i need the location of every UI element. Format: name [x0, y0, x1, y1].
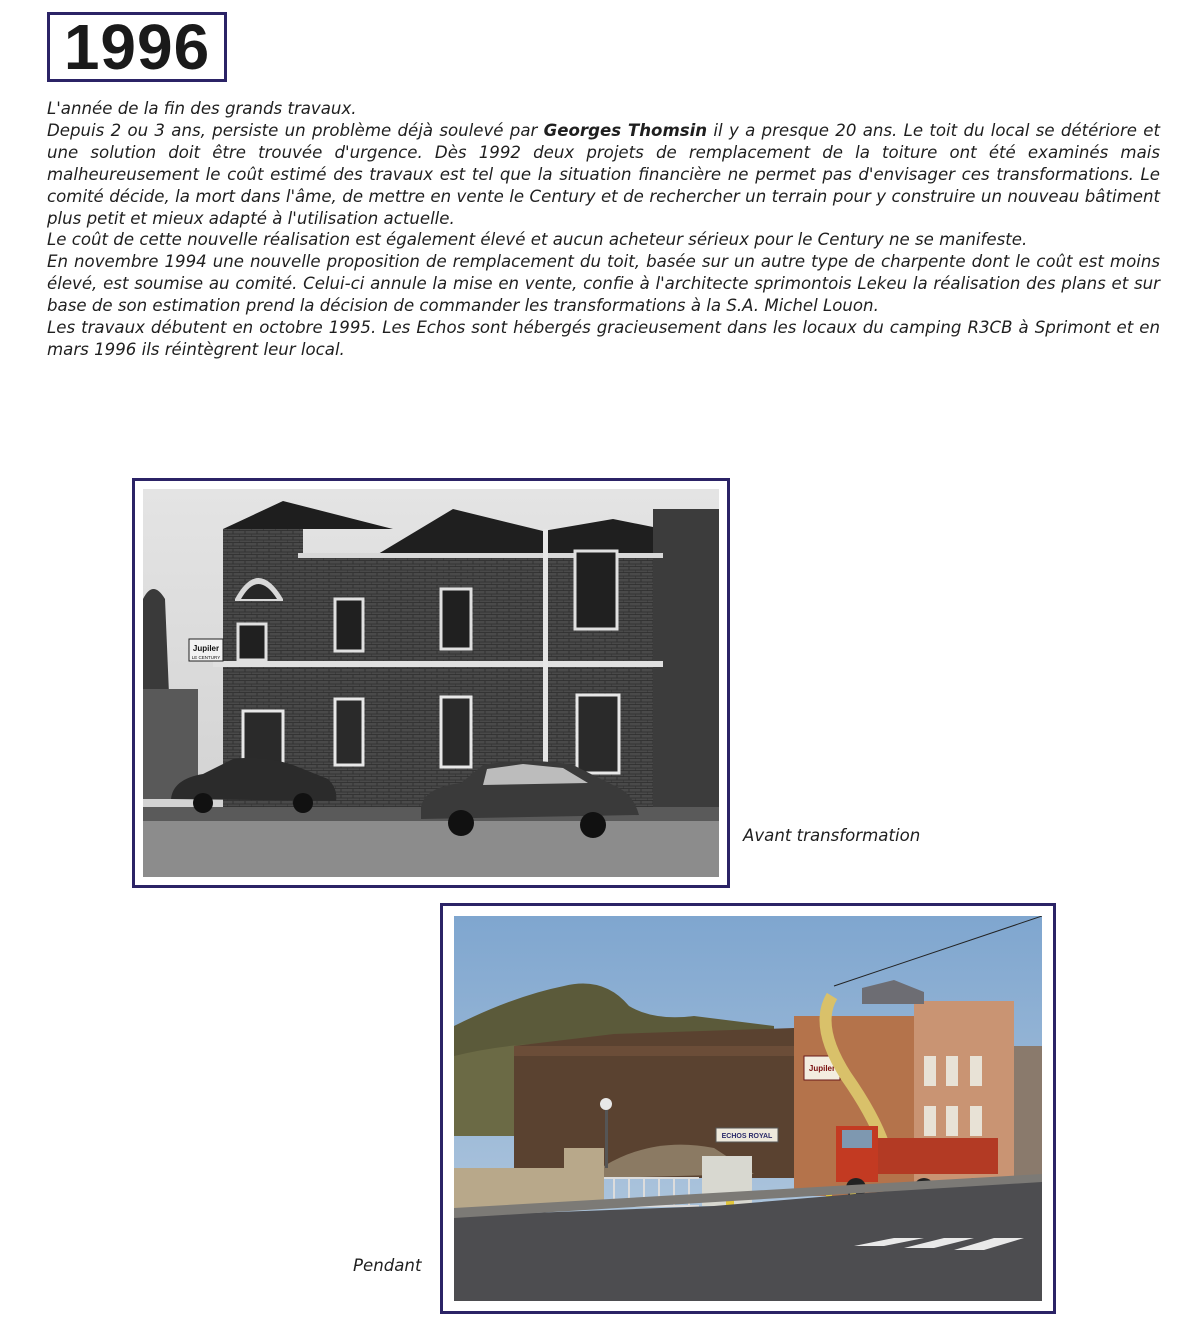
paragraph-text: il y a presque 20 ans. Le toit du local se détériore et une solution doit être trouvée d'urgence. Dès 1992 deux projets de remplacement de la toiture ont été examinés mais malheureusement le coût estimé des travaux est tel que la situation financière ne permet pas d'envisager ces transformations. Le comité décide, la mort dans l'âme, de mettre en vente le Century et de rechercher un terrain pour y construire un nouveau bâtiment plus petit et mieux adapté à l'utilisation actuelle.: [47, 120, 1161, 228]
paragraph-roof-problem: [47, 120, 1160, 230]
photo-before-transformation: [143, 489, 719, 877]
person-name: Georges Thomsin: [543, 120, 708, 140]
photo-during-frame: [440, 903, 1056, 1314]
sign-jupiler: Jupiler: [808, 1064, 836, 1073]
paragraph-works: Les travaux débutent en octobre 1995. Les Echos sont hébergés gracieusement dans les locaux du camping R3CB à Sprimont et en mars 1996 ils réintègrent leur local.: [47, 318, 1160, 359]
banner-echos-royal: ECHOS ROYAL: [721, 1133, 773, 1140]
paragraph-proposal: En novembre 1994 une nouvelle proposition de remplacement du toit, basée sur un autre type de charpente dont le coût est moins élevé, est soumise au comité. Celui-ci annule la mise en vente, confie à l'architecte sprimontois Lekeu la réalisation des plans et sur base de son estimation prend la décision de commander les transformations à la S.A. Michel Louon.: [47, 252, 1160, 316]
sign-century: LE CENTURY: [191, 655, 221, 660]
caption-during-works: Pendant: [353, 1256, 422, 1275]
paragraph-text: Depuis 2 ou 3 ans, persiste un problème déjà soulevé par: [47, 120, 544, 140]
year-heading-box: [47, 12, 227, 82]
photo-during-works: [454, 916, 1042, 1301]
year-heading: 1996: [63, 11, 211, 83]
caption-before-transformation: Avant transformation: [743, 826, 921, 845]
article-body: [47, 98, 1160, 361]
paragraph-cost: Le coût de cette nouvelle réalisation est également élevé et aucun acheteur sérieux pour le Century ne se manifeste.: [47, 230, 1028, 250]
sign-jupiler: Jupiler: [192, 644, 220, 653]
paragraph-intro: L'année de la fin des grands travaux.: [47, 99, 357, 118]
photo-before-frame: [132, 478, 730, 888]
